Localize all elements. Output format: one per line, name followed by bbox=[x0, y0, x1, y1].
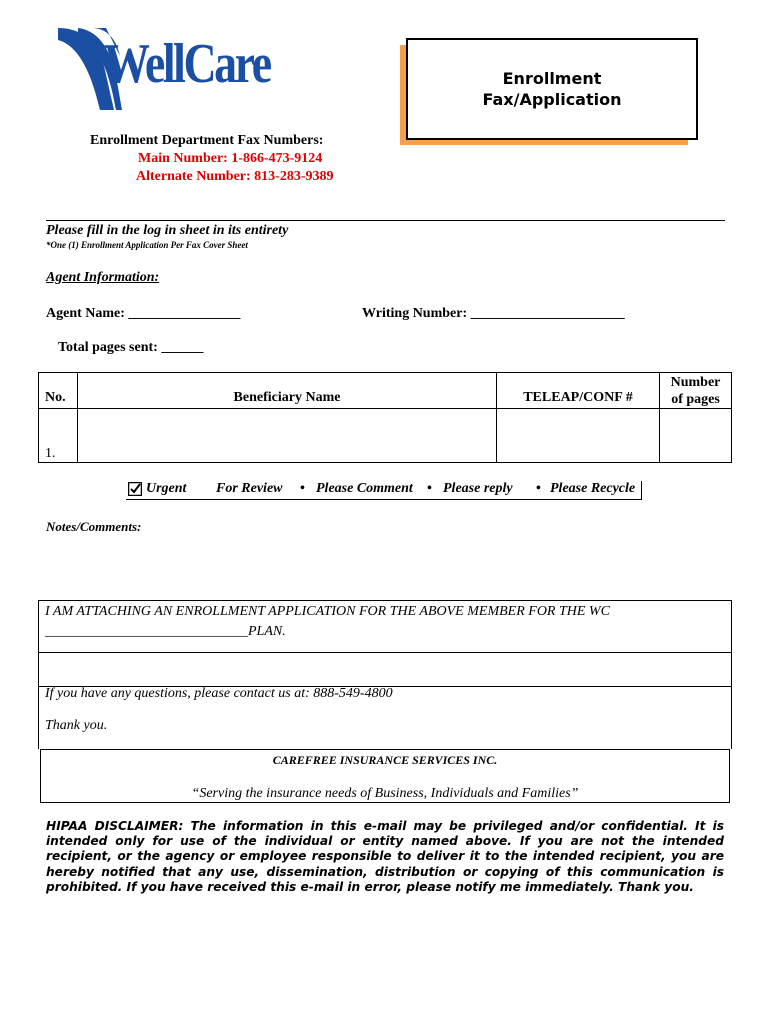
bullet-icon: • bbox=[300, 481, 305, 496]
instructions-line-2: *One (1) Enrollment Application Per Fax Cover Sheet bbox=[46, 240, 248, 250]
urgent-option[interactable]: Urgent bbox=[146, 481, 187, 496]
main-fax-number: Main Number: 1-866-473-9124 bbox=[138, 151, 323, 166]
writing-number-field[interactable]: Writing Number: ______________________ bbox=[362, 306, 625, 321]
bullet-icon: • bbox=[536, 481, 541, 496]
header-teleap-conf: TELEAP/CONF # bbox=[497, 373, 660, 409]
divider bbox=[46, 220, 725, 221]
agent-name-field[interactable]: Agent Name: ________________ bbox=[46, 306, 241, 321]
hipaa-disclaimer: HIPAA DISCLAIMER: The information in this e-mail may be privileged and/or confidential. It is intended only for use of the individual or entity named above. If you are not the intended recipient, or the agency or employee responsible to deliver it to the intended recipient, you are hereby notified that any use, dissemination, distribution or copying of this communication is prohibited. If you have received this e-mail in error, please notify me immediately. Thank you. bbox=[46, 819, 724, 894]
notes-label: Notes/Comments: bbox=[46, 519, 142, 534]
company-name: CAREFREE INSURANCE SERVICES INC. bbox=[272, 753, 498, 767]
attach-line-2[interactable]: _____________________________PLAN. bbox=[45, 624, 286, 639]
alternate-fax-number: Alternate Number: 813-283-9389 bbox=[136, 169, 334, 184]
row-pages[interactable] bbox=[660, 409, 732, 463]
header-no: No. bbox=[39, 373, 78, 409]
bullet-icon: • bbox=[427, 481, 432, 496]
beneficiary-table bbox=[38, 372, 732, 463]
instructions-line-1: Please fill in the log in sheet in its entirety bbox=[46, 223, 289, 238]
wellcare-wordmark: WellCare bbox=[104, 33, 270, 95]
agent-section-title: Agent Information: bbox=[46, 270, 160, 285]
attachment-box bbox=[38, 600, 732, 653]
table-header-row bbox=[39, 373, 732, 409]
reply-option[interactable]: Please reply bbox=[443, 481, 513, 496]
header-number-of-pages: Number of pages bbox=[660, 373, 732, 409]
title-box bbox=[406, 38, 698, 140]
row-conf[interactable] bbox=[497, 409, 660, 463]
attach-line-1: I AM ATTACHING AN ENROLLMENT APPLICATION FOR THE ABOVE MEMBER FOR THE WC bbox=[45, 604, 610, 619]
row-no: 1. bbox=[39, 409, 78, 463]
company-box bbox=[40, 749, 730, 803]
review-option[interactable]: For Review bbox=[216, 481, 283, 496]
contact-box bbox=[38, 685, 732, 749]
fax-numbers-heading: Enrollment Department Fax Numbers: bbox=[90, 133, 324, 148]
checked-box-icon[interactable] bbox=[128, 482, 142, 501]
blank-box bbox=[38, 652, 732, 687]
check-options bbox=[126, 481, 642, 500]
header-beneficiary-name: Beneficiary Name bbox=[78, 373, 497, 409]
company-tagline: “Serving the insurance needs of Business, Individuals and Families” bbox=[191, 786, 579, 801]
title-line-2: Fax/Application bbox=[482, 90, 622, 109]
title-line-1: Enrollment bbox=[502, 69, 602, 88]
total-pages-field[interactable]: Total pages sent: ______ bbox=[58, 340, 204, 355]
questions-text: If you have any questions, please contact us at: 888-549-4800 bbox=[45, 686, 393, 701]
row-beneficiary-name[interactable] bbox=[78, 409, 497, 463]
table-row bbox=[39, 409, 732, 463]
comment-option[interactable]: Please Comment bbox=[316, 481, 413, 496]
thank-you-text: Thank you. bbox=[45, 718, 108, 733]
recycle-option[interactable]: Please Recycle bbox=[550, 481, 636, 496]
